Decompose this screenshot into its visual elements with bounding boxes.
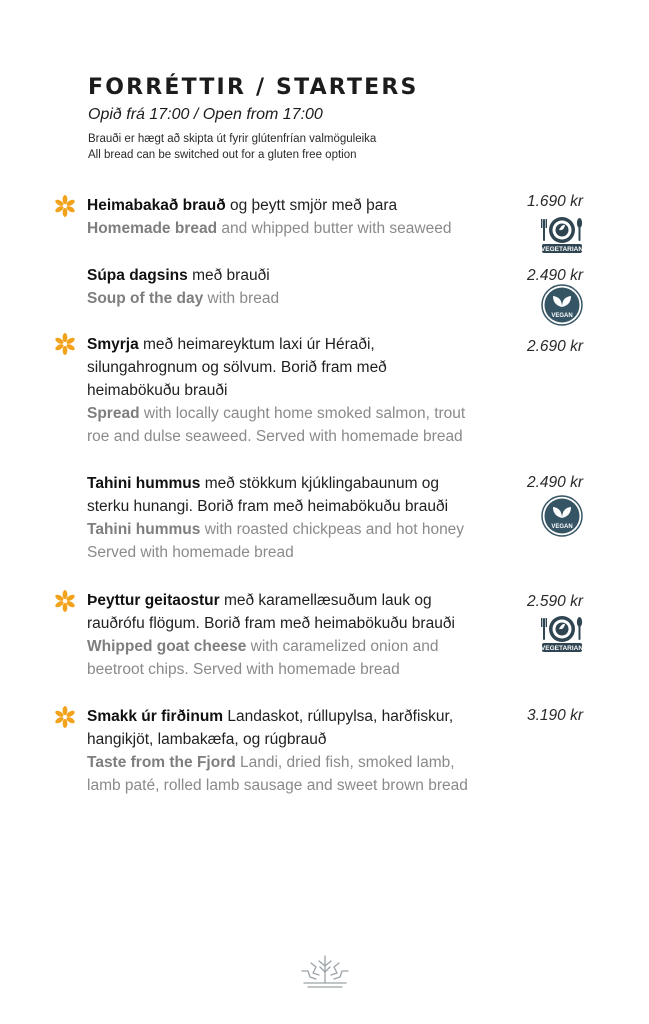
vegan-badge-icon [540,283,584,327]
item-name-icelandic: Þeyttur geitaostur [87,592,220,609]
item-name-icelandic: Smyrja [87,336,139,353]
item-description [87,472,477,564]
item-desc-english: with locally caught home smoked salmon, trout roe and dulse seaweed. Served with homemade bread [87,405,466,445]
star-icon [54,706,76,728]
item-name-english: Tahini hummus [87,521,201,538]
star-icon [54,590,76,612]
item-desc-icelandic: með brauði [187,267,270,284]
gluten-note-english: All bread can be switched out for a gluten free option [88,149,357,161]
badge-label: VEGETARIAN [540,246,584,253]
opening-hours: Opið frá 17:00 / Open from 17:00 [88,106,323,123]
item-price: 2.690 kr [526,338,583,355]
item-price: 2.490 kr [526,267,583,284]
item-description [87,589,477,681]
item-desc-icelandic: með karamellæsuðum lauk og rauðrófu flögum. Borið fram með heimabökuðu brauði [87,592,455,632]
item-name-english: Taste from the Fjord [87,754,236,771]
restaurant-logo-icon [298,953,352,989]
item-name-icelandic: Tahini hummus [87,475,201,492]
vegetarian-badge-icon [540,612,584,656]
item-name-icelandic: Súpa dagsins [87,267,188,284]
item-description [87,333,477,448]
badge-label: VEGAN [551,524,573,530]
section-title: FORRÉTTIR / STARTERS [88,75,419,100]
item-description [87,705,477,797]
item-desc-icelandic: með heimareyktum laxi úr Héraði, silungahrognum og sölvum. Borið fram með heimabökuðu brauði [87,336,387,399]
item-desc-english: Landi, dried fish, smoked lamb, lamb paté, rolled lamb sausage and sweet brown bread [87,754,468,794]
item-description [87,264,487,310]
menu-header [88,74,588,163]
badge-label: VEGETARIAN [540,645,584,652]
item-price: 2.490 kr [526,474,583,491]
item-description [87,194,487,240]
item-desc-english: with bread [203,290,280,307]
item-price: 2.590 kr [526,593,583,610]
badge-label: VEGAN [551,313,573,319]
vegan-badge-icon [540,494,584,538]
item-name-english: Spread [87,405,140,422]
vegetarian-badge-icon [540,213,584,257]
gluten-note-icelandic: Brauði er hægt að skipta út fyrir glútenfrían valmöguleika [88,133,377,145]
item-name-icelandic: Smakk úr firðinum [87,708,224,725]
item-desc-icelandic: og þeytt smjör með þara [225,197,398,214]
star-icon [54,195,76,217]
item-desc-icelandic: Landaskot, rúllupylsa, harðfiskur, hangikjöt, lambakæfa, og rúgbrauð [87,708,454,748]
item-price: 1.690 kr [526,193,583,210]
item-desc-english: with roasted chickpeas and hot honey Served with homemade bread [87,521,465,561]
item-name-english: Homemade bread [87,220,218,237]
item-price: 3.190 kr [526,707,583,724]
item-desc-icelandic: með stökkum kjúklingabaunum og sterku hunangi. Borið fram með heimabökuðu brauði [87,475,449,515]
item-desc-english: with caramelized onion and beetroot chips. Served with homemade bread [87,638,439,678]
item-name-english: Whipped goat cheese [87,638,247,655]
item-name-english: Soup of the day [87,290,204,307]
star-icon [54,333,76,355]
item-desc-english: and whipped butter with seaweed [217,220,452,237]
item-name-icelandic: Heimabakað brauð [87,197,226,214]
